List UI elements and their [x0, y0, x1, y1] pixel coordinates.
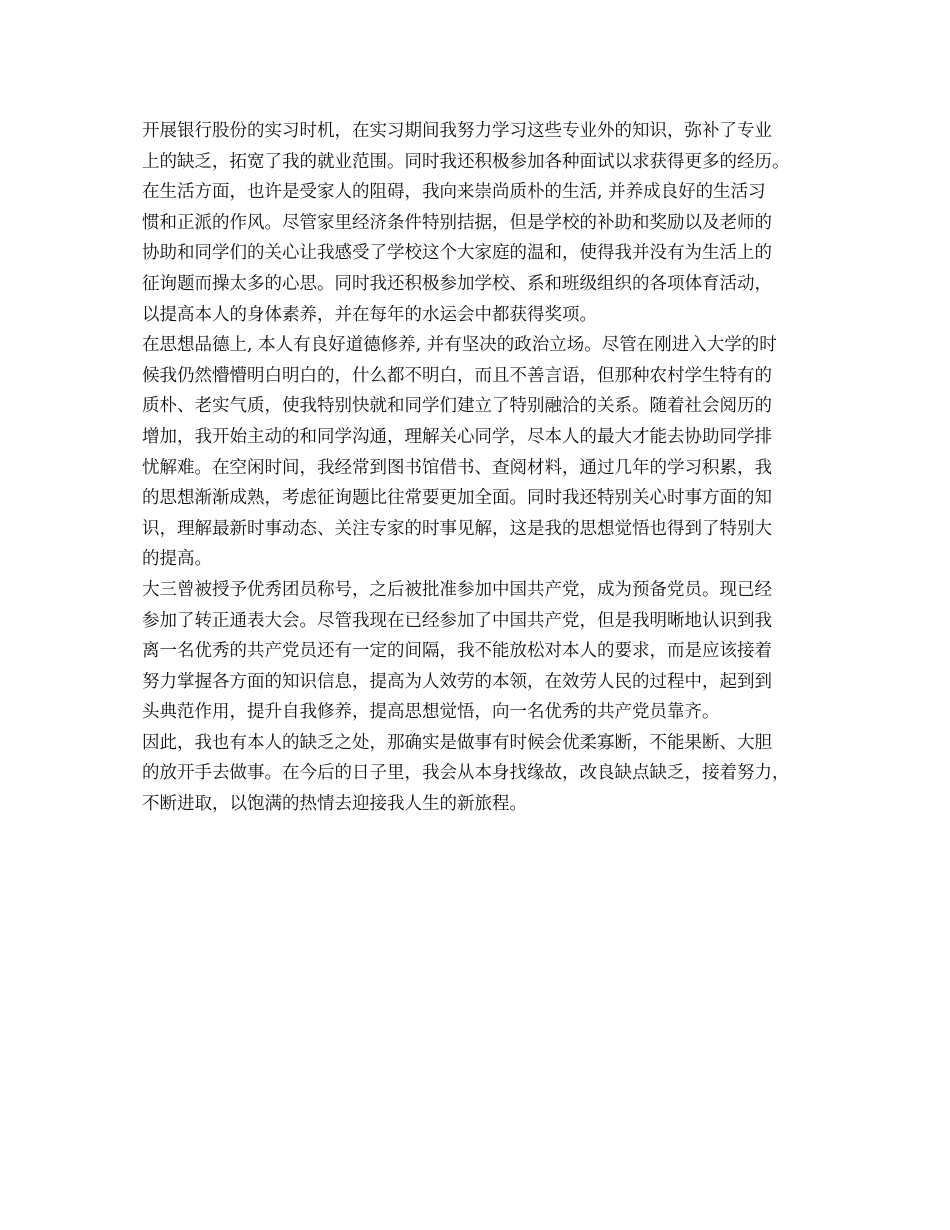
text-line: 的提高。: [142, 549, 212, 570]
text-line: 在生活方面，也许是受家人的阻碍，我向来崇尚质朴的生活, 并养成良好的生活习: [142, 182, 766, 203]
text-line: 努力掌握各方面的知识信息，提高为人效劳的本领，在效劳人民的过程中，起到到: [142, 671, 772, 692]
text-line: 大三曾被授予优秀团员称号，之后被批准参加中国共产党，成为预备党员。现已经: [142, 579, 772, 600]
text-line: 离一名优秀的共产党员还有一定的间隔，我不能放松对本人的要求，而是应该接着: [142, 641, 772, 662]
text-line: 上的缺乏，拓宽了我的就业范围。同时我还积极参加各种面试以求获得更多的经历。: [142, 151, 790, 172]
text-line: 质朴、老实气质，使我特别快就和同学们建立了特别融洽的关系。随着社会阅历的: [142, 396, 772, 417]
text-line: 惯和正派的作风。尽管家里经济条件特别拮据，但是学校的补助和奖励以及老师的: [142, 212, 772, 233]
text-line: 协助和同学们的关心让我感受了学校这个大家庭的温和，使得我并没有为生活上的: [142, 243, 772, 264]
text-line: 识，理解最新时事动态、关注专家的时事见解，这是我的思想觉悟也得到了特别大: [142, 518, 772, 539]
text-line: 忧解难。在空闲时间，我经常到图书馆借书、查阅材料，通过几年的学习积累，我: [142, 457, 772, 478]
text-line: 的放开手去做事。在今后的日子里，我会从本身找缘故，改良缺点缺乏，接着努力，: [142, 763, 790, 784]
text-line: 的思想渐渐成熟，考虑征询题比往常要更加全面。同时我还特别关心时事方面的知: [142, 488, 772, 509]
text-line: 候我仍然懵懵明白明白的，什么都不明白，而且不善言语，但那种农村学生特有的: [142, 365, 772, 386]
text-line: 开展银行股份的实习时机，在实习期间我努力学习这些专业外的知识，弥补了专业: [142, 121, 772, 141]
text-line: 头典范作用，提升自我修养，提高思想觉悟，向一名优秀的共产党员靠齐。: [142, 702, 720, 723]
text-line: 因此，我也有本人的缺乏之处，那确实是做事有时候会优柔寡断，不能果断、大胆: [142, 732, 772, 753]
text-line: 不断进取，以饱满的热情去迎接我人生的新旅程。: [142, 794, 527, 815]
text-line: 征询题而操太多的心思。同时我还积极参加学校、系和班级组织的各项体育活动，: [142, 273, 772, 294]
text-line: 参加了转正通表大会。尽管我现在已经参加了中国共产党，但是我明晰地认识到我: [142, 610, 772, 631]
text-line: 增加，我开始主动的和同学沟通，理解关心同学，尽本人的最大才能去协助同学排: [142, 426, 772, 447]
text-line: 以提高本人的身体素养，并在每年的水运会中都获得奖项。: [142, 304, 597, 325]
document-body: [142, 116, 822, 820]
text-line: 在思想品德上, 本人有良好道德修养, 并有坚决的政治立场。尽管在刚进入大学的时: [142, 335, 777, 356]
